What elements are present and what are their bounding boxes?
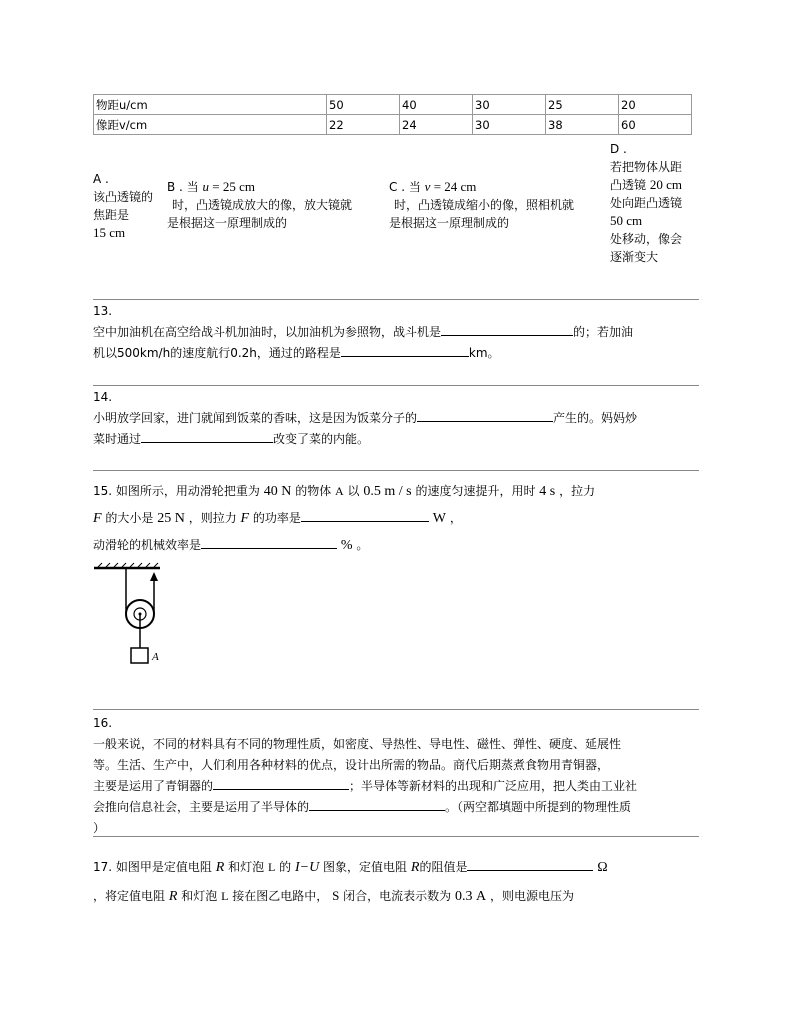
option-a[interactable] <box>93 170 153 242</box>
math-var: R <box>410 860 420 875</box>
question-text: 菜时通过 <box>93 432 142 446</box>
question-16 <box>93 713 703 839</box>
option-value: 15 cm <box>93 225 126 240</box>
block-label: A <box>152 651 159 663</box>
question-text: 会推向信息社会，主要是运用了半导体的 <box>93 800 310 814</box>
math-var: v <box>424 179 431 194</box>
math-value: 0.3 A <box>455 889 487 904</box>
question-text: 一般来说，不同的材料具有不同的物理性质，如密度、导热性、导电性、磁性、弹性、硬度、延展性 <box>93 737 622 751</box>
answer-blank[interactable] <box>341 344 469 357</box>
math-expr: = 25 cm <box>209 179 255 194</box>
answer-blank[interactable] <box>467 858 593 871</box>
unit: % <box>340 538 353 553</box>
table-cell: 物距u/cm <box>94 95 327 115</box>
math-var: R <box>168 889 178 904</box>
table-row <box>94 115 692 135</box>
option-letter: D . <box>610 142 627 156</box>
question-text: 和灯泡 <box>181 889 218 903</box>
math-var: F <box>240 511 250 526</box>
unit: Ω <box>597 860 608 875</box>
question-text: 的大小是 <box>105 511 154 525</box>
divider <box>93 836 699 837</box>
distance-table <box>93 94 692 135</box>
math-value: 25 N <box>157 511 185 526</box>
question-text: 空中加油机在高空给战斗机加油时，以加油机为参照物，战斗机是 <box>93 325 442 339</box>
question-text: 的功率是 <box>252 511 301 525</box>
question-text: 图象，定值电阻 <box>323 860 408 874</box>
question-text: 的；若加油 <box>573 325 634 339</box>
question-text: 15. 如图所示，用动滑轮把重为 <box>93 484 260 498</box>
question-text: 闭合，电流表示数为 <box>343 889 452 903</box>
question-text: 动滑轮的机械效率是 <box>93 538 202 552</box>
answer-blank[interactable] <box>441 323 573 336</box>
table-cell: 60 <box>619 115 692 135</box>
option-text: 逐渐变大 <box>610 250 659 264</box>
math-value: 4 s <box>539 484 556 499</box>
table-cell: 38 <box>546 115 619 135</box>
answer-blank[interactable] <box>141 430 273 443</box>
option-letter: A . <box>93 172 109 186</box>
table-cell: 22 <box>327 115 400 135</box>
question-text: 。（两空都填题中所提到的物理性质 <box>445 800 632 814</box>
answer-blank[interactable] <box>417 409 553 422</box>
option-text: 时，凸透镜成缩小的像，照相机就 <box>394 198 575 212</box>
question-17 <box>93 853 703 911</box>
option-d[interactable] <box>610 140 702 266</box>
option-text: 该凸透镜的 <box>93 190 154 204</box>
unit: W <box>432 511 446 526</box>
question-text: 主要是运用了青铜器的 <box>93 779 214 793</box>
math-var: R <box>215 860 225 875</box>
math-expr: = 24 cm <box>430 179 477 194</box>
question-text: 和灯泡 <box>228 860 265 874</box>
option-value: 50 cm <box>610 213 643 228</box>
question-text: ，将定值电阻 <box>93 889 166 903</box>
math-value: 40 N <box>263 484 292 499</box>
table-cell: 40 <box>400 95 473 115</box>
math-var: I−U <box>294 860 320 875</box>
ceiling-hatch <box>98 563 158 567</box>
math-value: 0.5 m / s <box>363 484 412 499</box>
table-cell: 25 <box>546 95 619 115</box>
question-number: 14. <box>93 390 113 404</box>
question-text: ，则电源电压为 <box>489 889 574 903</box>
question-text: 等。生活、生产中，人们利用各种材料的优点，设计出所需的物品。商代后期蒸煮食物用青铜器， <box>93 758 610 772</box>
answer-blank[interactable] <box>301 509 429 522</box>
question-text: 改变了菜的内能。 <box>273 432 370 446</box>
option-letter: B . 当 <box>167 180 199 194</box>
question-text: 产生的。妈妈炒 <box>553 411 638 425</box>
answer-blank[interactable] <box>201 536 337 549</box>
option-text: 若把物体从距 <box>610 160 683 174</box>
question-text: ） <box>93 821 106 835</box>
question-text: 的速度匀速提升，用时 <box>415 484 536 498</box>
table-cell: 30 <box>473 115 546 135</box>
math-var: F <box>93 511 102 526</box>
table-cell: 20 <box>619 95 692 115</box>
table-cell: 24 <box>400 115 473 135</box>
option-text: 凸透镜 <box>610 178 647 192</box>
question-14 <box>93 387 703 450</box>
question-text: 的阻值是 <box>419 860 468 874</box>
question-text: 小明放学回家，进门就闻到饭菜的香味，这是因为饭菜分子的 <box>93 411 418 425</box>
question-text: ， <box>449 511 462 525</box>
question-text: ，拉力 <box>559 484 596 498</box>
math-var: S <box>332 888 340 903</box>
divider <box>93 470 699 471</box>
question-text: 。 <box>356 538 369 552</box>
option-value: 20 cm <box>649 177 682 192</box>
question-text: ；半导体等新材料的出现和广泛应用，把人类由工业社 <box>349 779 638 793</box>
math-var: L <box>267 860 276 874</box>
math-var: A <box>335 484 344 498</box>
table-cell: 50 <box>327 95 400 115</box>
option-b[interactable] <box>167 178 387 232</box>
question-text: 机以500km/h的速度航行0.2h，通过的路程是 <box>93 346 341 360</box>
question-text: 的 <box>279 860 292 874</box>
option-letter: C . 当 <box>389 180 421 194</box>
math-var: L <box>221 889 229 903</box>
question-text: 以 <box>347 484 360 498</box>
option-text: 是根据这一原理制成的 <box>389 216 510 230</box>
question-number: 16. <box>93 716 113 730</box>
pulley-figure <box>92 562 172 672</box>
divider <box>93 299 699 300</box>
question-text: km。 <box>468 346 500 360</box>
divider <box>93 709 699 710</box>
question-13 <box>93 301 703 364</box>
option-c[interactable] <box>389 178 609 232</box>
question-15 <box>93 478 703 559</box>
math-var: u <box>202 179 210 194</box>
table-row <box>94 95 692 115</box>
divider <box>93 385 699 386</box>
option-text: 处移动，像会 <box>610 232 683 246</box>
question-number: 13. <box>93 304 113 318</box>
option-text: 是根据这一原理制成的 <box>167 216 288 230</box>
arrow-icon <box>150 572 158 581</box>
weight-block <box>131 648 148 663</box>
question-text: 17. 如图甲是定值电阻 <box>93 860 212 874</box>
table-cell: 像距v/cm <box>94 115 327 135</box>
question-text: 的物体 <box>295 484 332 498</box>
option-text: 处向距凸透镜 <box>610 196 683 210</box>
option-text: 时，凸透镜成放大的像，放大镜就 <box>172 198 353 212</box>
question-text: ，则拉力 <box>188 511 237 525</box>
question-text: 接在图乙电路中， <box>232 889 329 903</box>
option-text: 焦距是 <box>93 208 130 222</box>
table-cell: 30 <box>473 95 546 115</box>
answer-blank[interactable] <box>213 777 349 790</box>
answer-blank[interactable] <box>309 798 445 811</box>
